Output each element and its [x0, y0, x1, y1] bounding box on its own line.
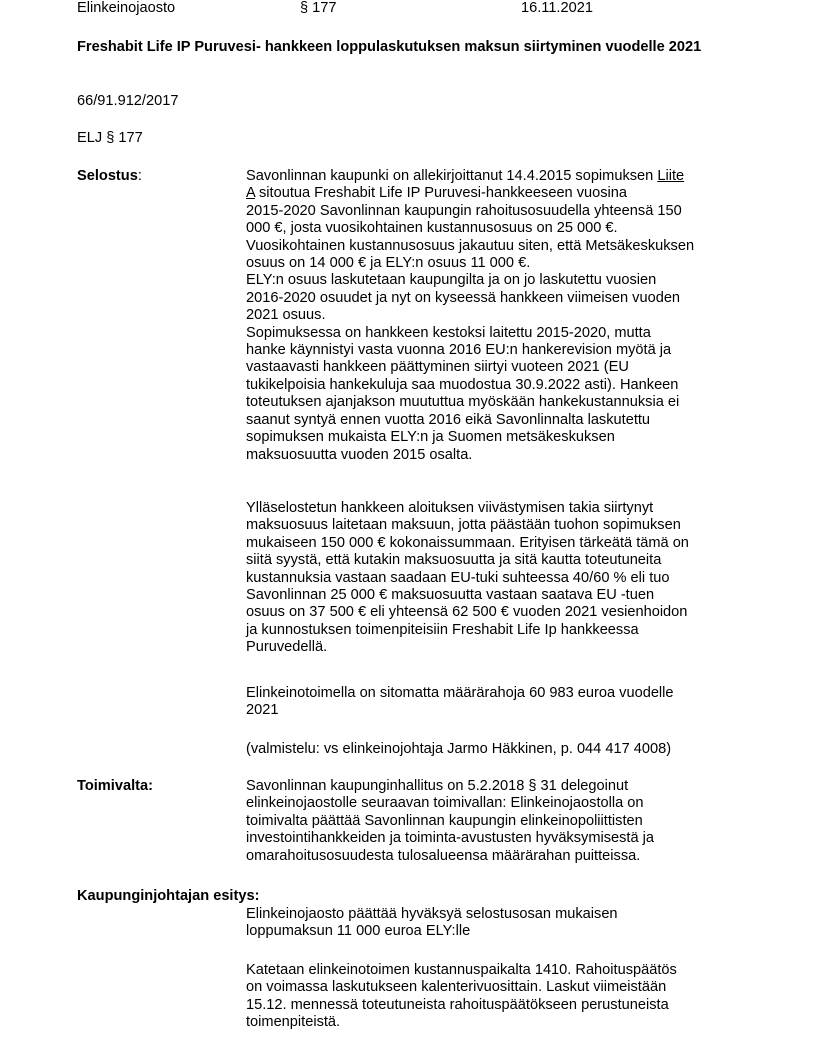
attachment-link[interactable]: Liite	[657, 168, 685, 184]
selostus-line: Ylläselostetun hankkeen aloituksen viivästymisen takia siirtynyt	[246, 500, 654, 516]
selostus-line: 2015-2020 Savonlinnan kaupungin rahoitusosuudella yhteensä 150	[246, 202, 682, 219]
toimivalta-line: omarahoitusosuudesta tulosalueensa määrärahan puitteissa.	[246, 847, 641, 864]
selostus-line: 2021	[246, 702, 279, 719]
selostus-line: Vuosikohtainen kustannusosuus jakautuu siten, että Metsäkeskuksen	[246, 237, 695, 254]
selostus-text: sitoutua Freshabit Life IP Puruvesi-hankkeeseen vuosina	[254, 185, 628, 202]
toimivalta-body	[246, 778, 746, 865]
selostus-line: 2016-2020 osuudet ja nyt on kyseessä hankkeen viimeisen vuoden	[246, 289, 681, 306]
toimivalta-line: investointihankkeiden ja toiminta-avustusten hyväksymisestä ja	[246, 830, 655, 847]
document-title: Freshabit Life IP Puruvesi- hankkeen loppulaskutuksen maksun siirtyminen vuodelle 2021	[77, 39, 702, 55]
proposal-label: Kaupunginjohtajan esitys:	[77, 888, 260, 904]
selostus-line: toteutuksen ajanjakson muututtua myöskään hankekustannuksia ei	[246, 394, 680, 411]
proposal-line: 15.12. mennessä toteutuneista rahoituspäätökseen perustuneista	[246, 996, 669, 1013]
selostus-line: kustannuksia vastaan saadaan EU-tuki suhteessa 40/60 % eli tuo	[246, 569, 670, 586]
section-number: § 177	[300, 0, 337, 16]
selostus-paragraph-3	[246, 685, 746, 720]
attachment-link-continued[interactable]: A	[246, 185, 255, 202]
selostus-line: Elinkeinotoimella on sitomatta määrärahoja 60 983 euroa vuodelle	[246, 685, 674, 701]
selostus-line	[246, 168, 684, 184]
selostus-line: hanke käynnistyi vasta vuonna 2016 EU:n hankerevision myötä ja	[246, 342, 672, 359]
selostus-line: 2021 osuus.	[246, 307, 326, 324]
selostus-label-colon: :	[137, 168, 142, 184]
selostus-line: Savonlinnan 25 000 € maksuosuutta vastaan saatava EU -tuen	[246, 587, 655, 604]
selostus-label-text: Selostus	[77, 168, 138, 184]
selostus-line: tukikelpoisia hankekuluja saa muodostua 30.9.2022 asti). Hankeen	[246, 376, 679, 393]
selostus-line: Sopimuksessa on hankkeen kestoksi laitettu 2015-2020, mutta	[246, 324, 651, 341]
selostus-line: osuus on 14 000 € ja ELY:n osuus 11 000 €.	[246, 255, 531, 272]
selostus-line: maksuosuutta vuoden 2015 osalta.	[246, 446, 473, 463]
selostus-label	[77, 168, 142, 185]
selostus-line: Puruvedellä.	[246, 639, 328, 656]
selostus-line	[246, 185, 627, 201]
proposal-line: on voimassa laskutukseen kalenterivuosittain. Laskut viimeistään	[246, 979, 667, 996]
toimivalta-label: Toimivalta:	[77, 778, 153, 794]
meeting-date: 16.11.2021	[521, 0, 593, 16]
reference-number: 66/91.912/2017	[77, 93, 179, 109]
selostus-paragraph-1	[246, 168, 746, 464]
selostus-line: maksuosuus laitetaan maksuun, jotta päästään tuohon sopimuksen	[246, 517, 681, 534]
selostus-line: vastaavasti hankkeen päättyminen siirtyi vuoteen 2021 (EU	[246, 359, 629, 376]
selostus-body	[246, 168, 746, 464]
proposal-line: toimenpiteistä.	[246, 1014, 341, 1031]
proposal-paragraph-1	[246, 906, 746, 941]
proposal-line: Katetaan elinkeinotoimen kustannuspaikalta 1410. Rahoituspäätös	[246, 962, 677, 978]
elj-reference: ELJ § 177	[77, 130, 143, 146]
selostus-line: saanut syntyä ennen vuotta 2016 eikä Savonlinnalta laskutettu	[246, 411, 651, 428]
selostus-line: osuus on 37 500 € eli yhteensä 62 500 € vuoden 2021 vesienhoidon	[246, 604, 688, 621]
committee-name: Elinkeinojaosto	[77, 0, 176, 16]
toimivalta-line: elinkeinojaostolle seuraavan toimivallan: Elinkeinojaostolla on	[246, 795, 644, 812]
selostus-line: ja kunnostuksen toimenpiteisiin Freshabit Life Ip hankkeessa	[246, 621, 639, 638]
proposal-paragraph-2	[246, 962, 746, 1032]
toimivalta-line: Savonlinnan kaupunginhallitus on 5.2.2018 § 31 delegoinut	[246, 778, 629, 794]
selostus-line: sopimuksen mukaista ELY:n ja Suomen metsäkeskuksen	[246, 429, 615, 446]
selostus-text: Savonlinnan kaupunki on allekirjoittanut 14.4.2015 sopimuksen	[246, 168, 658, 184]
selostus-line: mukaiseen 150 000 € kokonaissummaan. Erityisen tärkeätä tämä on	[246, 534, 689, 551]
selostus-paragraph-2	[246, 500, 746, 657]
proposal-line: Elinkeinojaosto päättää hyväksyä selostusosan mukaisen	[246, 906, 618, 922]
proposal-line: loppumaksun 11 000 euroa ELY:lle	[246, 923, 471, 940]
selostus-line: ELY:n osuus laskutetaan kaupungilta ja on jo laskutettu vuosien	[246, 272, 657, 289]
preparer-info: (valmistelu: vs elinkeinojohtaja Jarmo Häkkinen, p. 044 417 4008)	[246, 741, 672, 757]
toimivalta-line: toimivalta päättää Savonlinnan kaupungin elinkeinopoliittisten	[246, 812, 643, 829]
selostus-line: siitä syystä, että kutakin maksuosuutta ja sitä kautta toteutuneita	[246, 552, 662, 569]
selostus-line: 000 €, josta vuosikohtainen kustannusosuus on 25 000 €.	[246, 220, 618, 237]
